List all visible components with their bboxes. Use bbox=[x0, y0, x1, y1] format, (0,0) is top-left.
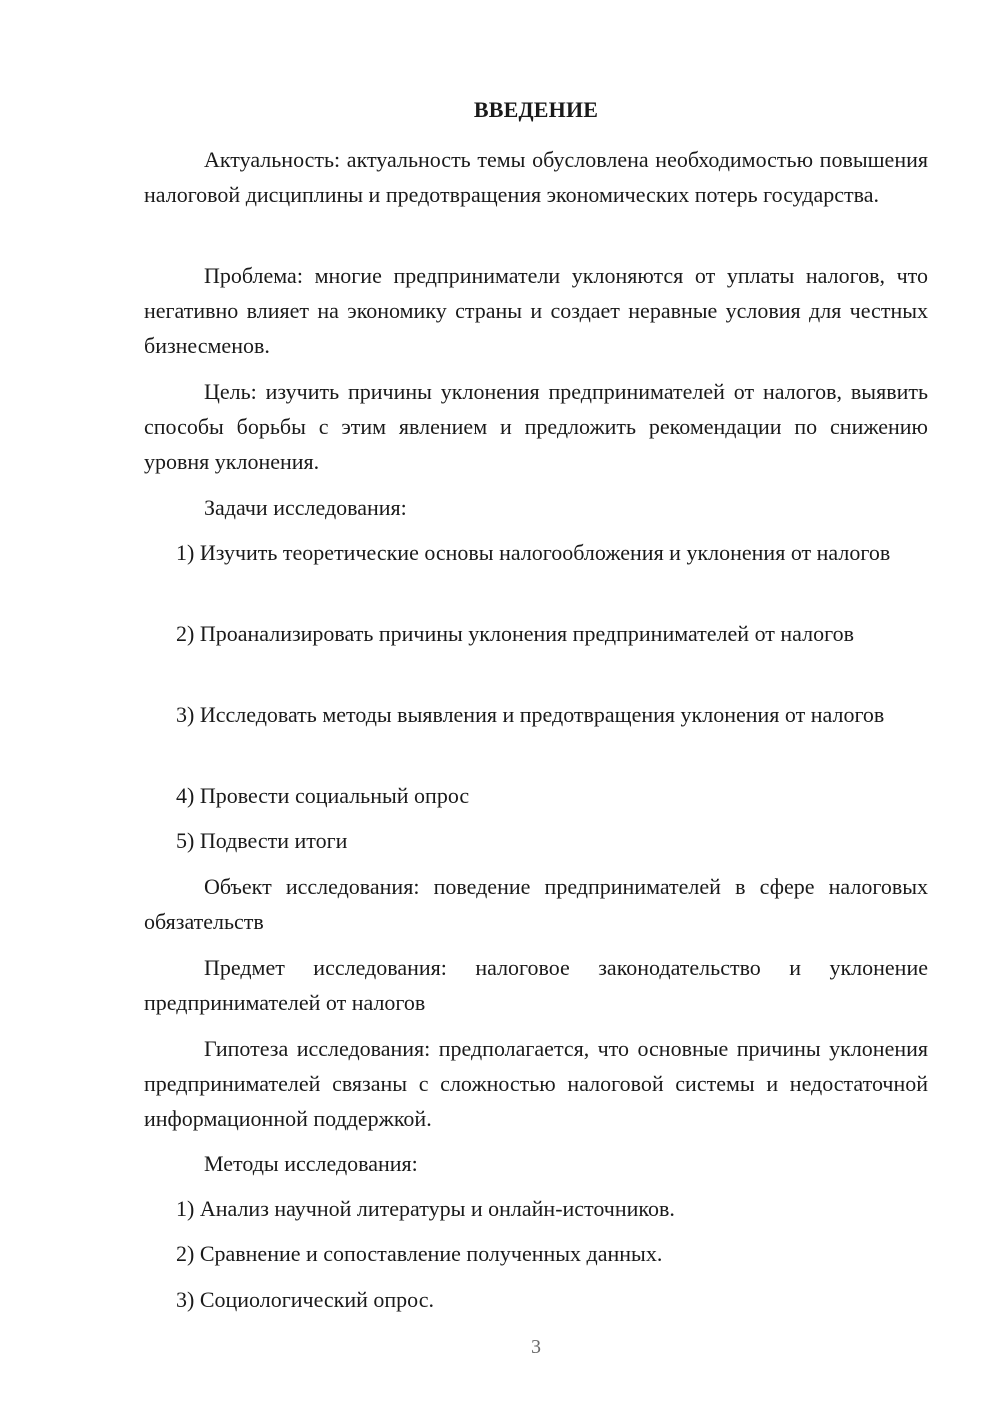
paragraph-goal: Цель: изучить причины уклонения предпринимателей от налогов, выявить способы борьбы с этим явлением и предложить рекомендации по снижению уровня уклонения. bbox=[144, 379, 928, 474]
task-item-1: 1) Изучить теоретические основы налогообложения и уклонения от налогов bbox=[176, 540, 891, 565]
methods-heading: Методы исследования: bbox=[204, 1151, 418, 1176]
paragraph-problem: Проблема: многие предприниматели уклоняются от уплаты налогов, что негативно влияет на экономику страны и создает неравные условия для честных бизнесменов. bbox=[144, 263, 928, 358]
page-number: 3 bbox=[531, 1336, 541, 1358]
section-title: ВВЕДЕНИЕ bbox=[473, 97, 599, 122]
paragraph-subject: Предмет исследования: налоговое законодательство и уклонение предпринимателей от налогов bbox=[144, 955, 928, 1015]
task-item-4: 4) Провести социальный опрос bbox=[176, 783, 470, 808]
method-item-1: 1) Анализ научной литературы и онлайн-источников. bbox=[176, 1196, 675, 1221]
method-item-3: 3) Социологический опрос. bbox=[176, 1287, 434, 1312]
paragraph-hypothesis: Гипотеза исследования: предполагается, что основные причины уклонения предпринимателей связаны с сложностью налоговой системы и недостаточной информационной поддержкой. bbox=[144, 1036, 928, 1131]
task-item-2: 2) Проанализировать причины уклонения предпринимателей от налогов bbox=[176, 621, 854, 646]
paragraph-object: Объект исследования: поведение предпринимателей в сфере налоговых обязательств bbox=[144, 874, 928, 934]
paragraph-relevance: Актуальность: актуальность темы обусловлена необходимостью повышения налоговой дисциплины и предотвращения экономических потерь государства. bbox=[144, 147, 928, 207]
task-item-5: 5) Подвести итоги bbox=[176, 828, 348, 853]
task-item-3: 3) Исследовать методы выявления и предотвращения уклонения от налогов bbox=[176, 702, 885, 727]
method-item-2: 2) Сравнение и сопоставление полученных данных. bbox=[176, 1241, 663, 1266]
tasks-heading: Задачи исследования: bbox=[204, 495, 407, 520]
